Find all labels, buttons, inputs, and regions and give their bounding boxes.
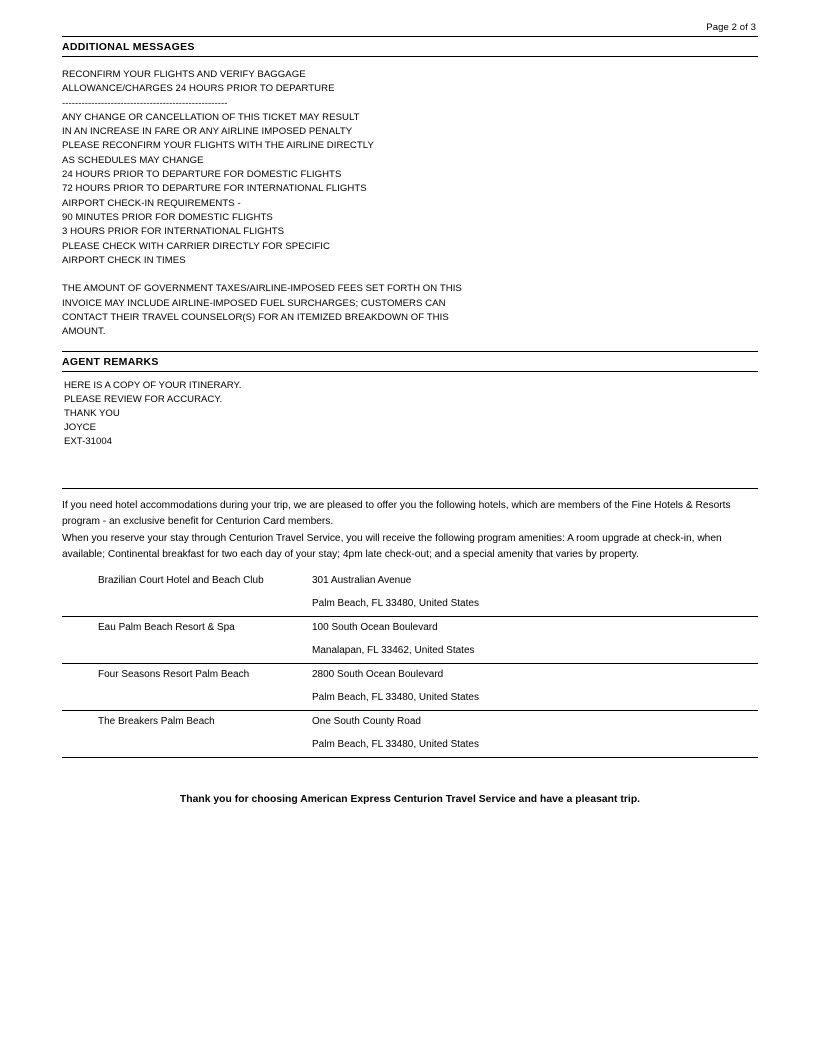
agent-remark-line: HERE IS A COPY OF YOUR ITINERARY. [64,379,242,391]
hotel-name-continuation [62,687,308,711]
divider-below-hotel-list [62,757,758,758]
table-row [62,570,758,593]
message-line: 24 HOURS PRIOR TO DEPARTURE FOR DOMESTIC FLIGHTS [62,169,342,181]
agent-remark-line: PLEASE REVIEW FOR ACCURACY. [64,393,223,405]
hotel-street: 2800 South Ocean Boulevard [308,663,758,687]
hotel-name-continuation [62,593,308,617]
table-row [62,593,758,617]
message-line: ALLOWANCE/CHARGES 24 HOURS PRIOR TO DEPARTURE [62,83,335,95]
table-row [62,640,758,664]
agent-remark-line: JOYCE [64,422,96,434]
message-line-blank [62,268,758,282]
divider-under-additional-messages [62,56,758,57]
section-heading-agent-remarks: AGENT REMARKS [62,355,159,368]
hotel-name-continuation [62,640,308,664]
agent-remark-line: THANK YOU [64,408,120,420]
message-line: AMOUNT. [62,326,106,338]
divider-above-hotel-offer [62,488,758,489]
message-line: IN AN INCREASE IN FARE OR ANY AIRLINE IMPOSED PENALTY [62,126,353,138]
divider-under-agent-remarks [62,371,758,372]
message-line: AIRPORT CHECK-IN REQUIREMENTS - [62,197,241,209]
additional-messages-body [62,68,758,340]
agent-remark-line: EXT-31004 [64,436,113,448]
hotel-city-state-zip: Palm Beach, FL 33480, United States [312,738,479,750]
spacer [62,450,758,476]
hotel-city-state-zip: Palm Beach, FL 33480, United States [312,691,479,703]
table-row [62,687,758,711]
message-line: THE AMOUNT OF GOVERNMENT TAXES/AIRLINE-IMPOSED FEES SET FORTH ON THIS [62,283,462,295]
hotel-offer-paragraph-2: When you reserve your stay through Centurion Travel Service, you will receive the following program amenities: A room upgrade at check-in, when available; Continental breakfast for two each day of your stay; 4pm late check-out; and a special amenity that varies by property. [62,532,722,561]
hotel-name: The Breakers Palm Beach [62,710,308,734]
closing-message: Thank you for choosing American Express Centurion Travel Service and have a pleasant trip. [179,793,641,805]
message-line: AIRPORT CHECK IN TIMES [62,254,186,266]
hotel-street: 301 Australian Avenue [312,574,412,586]
message-line: 90 MINUTES PRIOR FOR DOMESTIC FLIGHTS [62,211,273,223]
message-line: CONTACT THEIR TRAVEL COUNSELOR(S) FOR AN ITEMIZED BREAKDOWN OF THIS [62,312,449,324]
hotel-street: 100 South Ocean Boulevard [308,616,758,640]
hotel-name-continuation [62,734,308,757]
message-line: --------------------------------------------------- [62,97,228,109]
agent-remarks-body [62,379,758,450]
hotel-street: One South County Road [308,710,758,734]
message-line: 3 HOURS PRIOR FOR INTERNATIONAL FLIGHTS [62,226,285,238]
hotel-name: Eau Palm Beach Resort & Spa [62,616,308,640]
page-number: Page 2 of 3 [706,22,756,33]
hotel-offer-paragraph-1: If you need hotel accommodations during your trip, we are pleased to offer you the following hotels, which are members of the Fine Hotels & Resorts program - an exclusive benefit for Centurion Card members. [62,499,731,528]
hotel-offer-intro [62,498,758,564]
table-row [62,734,758,757]
table-row [62,663,758,687]
table-row [62,616,758,640]
message-line: ANY CHANGE OR CANCELLATION OF THIS TICKET MAY RESULT [62,111,360,123]
hotel-name: Brazilian Court Hotel and Beach Club [98,574,264,586]
message-line: PLEASE CHECK WITH CARRIER DIRECTLY FOR SPECIFIC [62,240,330,252]
message-line: PLEASE RECONFIRM YOUR FLIGHTS WITH THE AIRLINE DIRECTLY [62,140,374,152]
table-row [62,710,758,734]
message-line: 72 HOURS PRIOR TO DEPARTURE FOR INTERNATIONAL FLIGHTS [62,183,367,195]
message-line: RECONFIRM YOUR FLIGHTS AND VERIFY BAGGAGE [62,69,306,80]
hotel-city-state-zip: Manalapan, FL 33462, United States [312,644,475,656]
hotel-city-state-zip: Palm Beach, FL 33480, United States [312,597,479,609]
hotel-list-table [62,570,758,757]
message-line: AS SCHEDULES MAY CHANGE [62,154,204,166]
hotel-name: Four Seasons Resort Palm Beach [62,663,308,687]
message-line: INVOICE MAY INCLUDE AIRLINE-IMPOSED FUEL SURCHARGES; CUSTOMERS CAN [62,297,446,309]
section-heading-additional-messages: ADDITIONAL MESSAGES [62,41,195,53]
